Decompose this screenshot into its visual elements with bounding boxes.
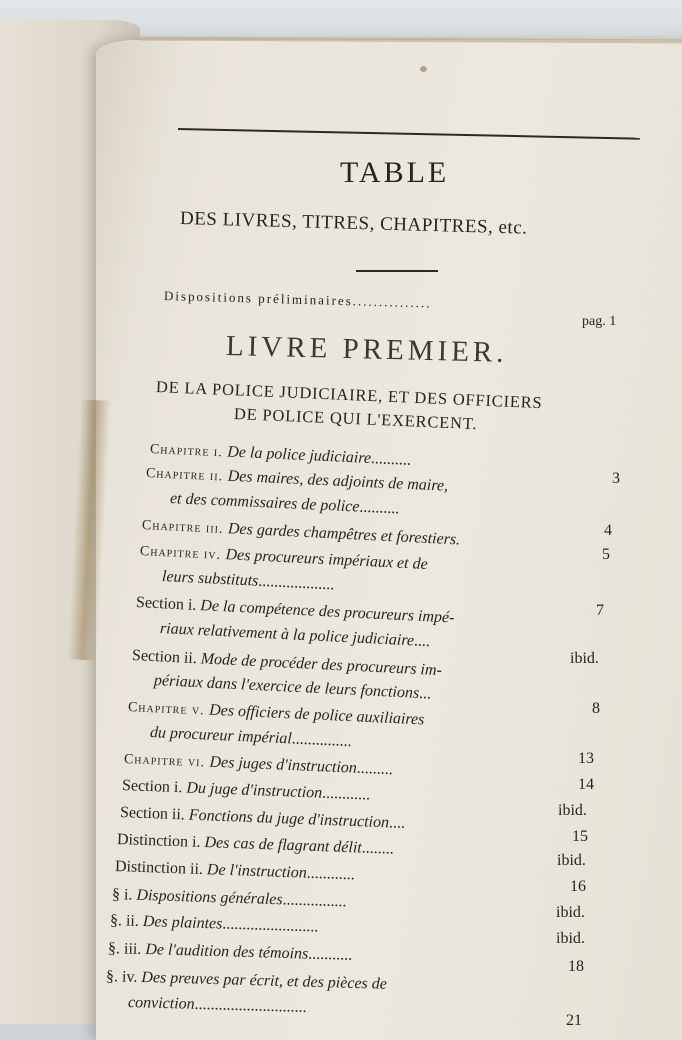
- toc-entry-dots: ...: [418, 684, 432, 703]
- toc-entry-dots: ....: [413, 632, 431, 651]
- toc-entry-page: ibid.: [556, 930, 585, 947]
- toc-entry-title: périaux dans l'exercice de leurs fonctions: [153, 672, 420, 702]
- toc-entry-dots: ...................: [257, 572, 335, 594]
- toc-entry-page: ibid.: [558, 802, 587, 819]
- toc-entry-dots: ...........: [308, 945, 353, 964]
- page-subtitle: DES LIVRES, TITRES, CHAPITRES, etc.: [179, 208, 528, 239]
- preliminary-label: Dispositions préliminaires: [163, 288, 354, 309]
- toc-entry-page: 18: [568, 958, 584, 975]
- toc-entry-title: Mode de procéder des procureurs im-: [200, 650, 443, 680]
- toc-entry-title: et des commissaires de police: [169, 490, 360, 516]
- toc-entry-page: 21: [566, 1012, 582, 1029]
- toc-entry-label: Chapitre vi.: [123, 752, 210, 771]
- toc-entry-label: Distinction i.: [116, 831, 205, 852]
- toc-entry-title: Des maires, des adjoints de maire,: [227, 467, 449, 495]
- toc-entry-title: Des juges d'instruction: [209, 753, 358, 777]
- toc-entry-title: leurs substituts: [161, 568, 259, 590]
- toc-entry-title: Du juge d'instruction: [186, 779, 323, 802]
- toc-entry-dots: ............: [306, 864, 356, 884]
- toc-entry-page: ibid.: [570, 650, 599, 667]
- toc-entry-label: §. ii.: [109, 912, 144, 931]
- toc-entry-dots: ....: [388, 814, 406, 832]
- toc-entry-title: Des cas de flagrant délit: [204, 834, 363, 857]
- toc-entry-page: ibid.: [557, 852, 586, 869]
- toc-entry-dots: ..........: [370, 450, 412, 469]
- toc-entry-label: Section i.: [121, 777, 187, 797]
- toc-entry-title: du procureur impérial: [149, 724, 293, 748]
- toc-entry-title: Fonctions du juge d'instruction: [188, 806, 390, 832]
- toc-entry-label: Section ii.: [119, 804, 190, 824]
- toc-entry-title: De l'audition des témoins: [145, 941, 309, 963]
- preliminary-page: pag. 1: [582, 314, 617, 329]
- book-title: LIVRE PREMIER.: [225, 330, 508, 369]
- toc-entry-dots: ................: [282, 891, 347, 911]
- toc-entry-label: Chapitre ii.: [145, 466, 228, 485]
- toc-entry-label: Section ii.: [131, 647, 202, 668]
- toc-entry-page: 3: [612, 470, 620, 487]
- toc-entry-page: 5: [602, 546, 610, 563]
- toc-entry-title: Des procureurs impériaux et de: [225, 546, 429, 574]
- toc-entry-title: Des officiers de police auxiliaires: [208, 701, 425, 729]
- toc-entry-title: De la police judiciaire: [226, 443, 372, 468]
- toc-entry-page: 13: [578, 750, 594, 767]
- toc-entry-title: De l'instruction: [206, 861, 308, 882]
- toc-entry-title: Des plaintes: [142, 913, 223, 933]
- toc-entry-title: Des preuves par écrit, et des pièces de: [141, 968, 388, 993]
- toc-entry-page: 15: [572, 828, 588, 845]
- toc-entry-page: 7: [596, 602, 604, 619]
- book-heading-line-2: DE POLICE QUI L'EXERCENT.: [233, 404, 478, 434]
- toc-entry-label: Chapitre iii.: [141, 518, 229, 538]
- toc-entry-page: 14: [578, 776, 594, 793]
- toc-entry-title: conviction: [127, 994, 195, 1013]
- toc-entry-page: 4: [604, 522, 612, 539]
- toc-entry-label: § i.: [111, 886, 137, 904]
- toc-entry-dots: ........: [361, 839, 395, 858]
- toc-entry-dots: ............................: [194, 995, 307, 1016]
- toc-entry-label: Chapitre v.: [127, 700, 210, 719]
- toc-entry-label: Chapitre iv.: [139, 544, 226, 564]
- toc-entry-title: riaux relativement à la police judiciaire: [159, 620, 415, 650]
- toc-entry-title: Des gardes champêtres et forestiers.: [227, 520, 461, 549]
- toc-entry-dots: ............: [321, 784, 371, 804]
- divider-rule: [356, 270, 438, 272]
- paper-stain: [420, 66, 427, 72]
- toc-entry-dots: .........: [356, 759, 394, 779]
- page-title: TABLE: [340, 156, 450, 189]
- toc-entry-page: ibid.: [556, 904, 585, 921]
- book-heading-line-1: DE LA POLICE JUDICIAIRE, ET DES OFFICIERS: [155, 377, 543, 413]
- toc-entry-dots: ..........: [359, 498, 400, 518]
- toc-entry-label: Distinction ii.: [114, 858, 208, 879]
- toc-entry-label: Chapitre i.: [149, 442, 228, 461]
- preliminary-dots: ...............: [352, 293, 432, 311]
- toc-entry-label: Section i.: [135, 594, 201, 615]
- toc-entry-label: §. iv.: [105, 968, 142, 986]
- toc-entry-title: Dispositions générales: [136, 886, 283, 909]
- toc-entry-dots: ...............: [291, 730, 353, 751]
- toc-entry-title: De la compétence des procureurs impé-: [199, 597, 455, 627]
- toc-entry-dots: ........................: [222, 915, 319, 936]
- toc-entry-page: 16: [570, 878, 586, 895]
- toc-entry-label: §. iii.: [107, 940, 146, 959]
- toc-entry-page: 8: [592, 700, 600, 717]
